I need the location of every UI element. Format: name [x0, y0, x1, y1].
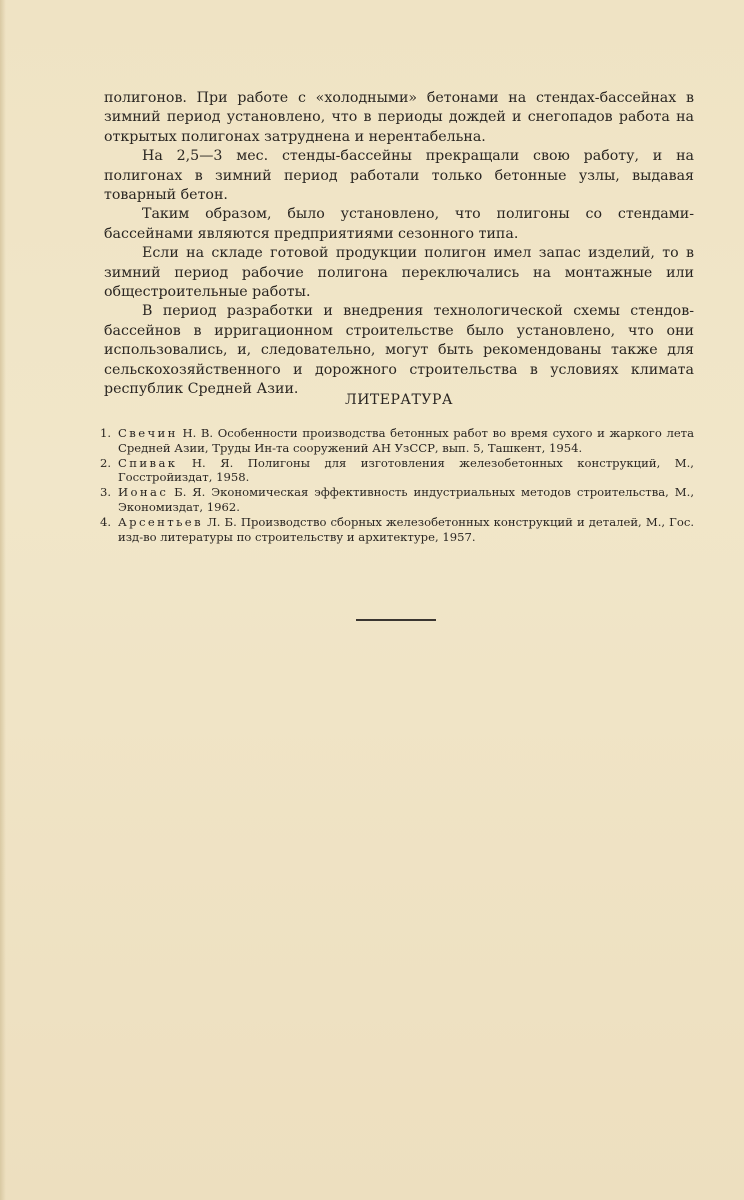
reference-body [118, 426, 694, 456]
paragraph-4: Если на складе готовой продукции полигон имел запас изделий, то в зимний период рабочие полигона переключались на монтажные или общестроительные работы. [104, 245, 694, 301]
reference-list [100, 426, 694, 544]
reference-item [100, 485, 694, 515]
reference-body [118, 515, 694, 545]
reference-text: Н. В. Особенности производства бетонных работ во время сухого и жаркого лета Средней Азии, Труды Ин-та сооружений АН УзССР, вып. 5, Ташкент, 1954. [118, 426, 695, 455]
reference-item [100, 426, 694, 456]
reference-text: Б. Я. Экономическая эффективность индустриальных методов строительства, М., Экономиздат, 1962. [118, 485, 695, 514]
reference-number: 1. [100, 426, 112, 440]
reference-author: Спивак [118, 455, 178, 470]
page-edge-shadow [0, 0, 6, 1200]
reference-text: Н. Я. Полигоны для изготовления железобетонных конструкций, М., Госстройиздат, 1958. [118, 455, 694, 485]
reference-text: Л. Б. Производство сборных железобетонных конструкций и деталей, М., Гос. изд-во литературы по строительству и архитектуре, 1957. [118, 514, 694, 544]
reference-number: 3. [100, 485, 112, 500]
reference-author: Арсентьев [118, 514, 203, 529]
reference-author: Свечин [118, 426, 178, 440]
reference-body [118, 485, 694, 515]
reference-item [100, 456, 694, 486]
literature-heading: ЛИТЕРАТУРА [345, 392, 453, 408]
reference-number: 4. [100, 514, 112, 529]
paragraph-5: В период разработки и внедрения технологической схемы стендов-бассейнов в ирригационном строительстве было установлено, что они использовались, и, следовательно, могут быть рекомендованы также для сельскохозяйственного и дорожного строительства в условиях климата республик Средней Азии. [104, 303, 694, 398]
reference-number: 2. [100, 455, 112, 470]
reference-item [100, 515, 694, 545]
reference-body [118, 456, 694, 486]
end-divider-rule [356, 619, 436, 621]
paragraph-3: Таким образом, было установлено, что полигоны со стендами-бассейнами являются предприятиями сезонного типа. [104, 206, 694, 242]
reference-author: Ионас [118, 485, 169, 500]
paragraph-2: На 2,5—3 мес. стенды-бассейны прекращали свою работу, и на полигонах в зимний период работали только бетонные узлы, выдавая товарный бетон. [104, 148, 694, 204]
body-text [104, 89, 694, 400]
paragraph-1: полигонов. При работе с «холодными» бетонами на стендах-бассейнах в зимний период установлено, что в периоды дождей и снегопадов работа на открытых полигонах затруднена и нерентабельна. [104, 90, 694, 145]
